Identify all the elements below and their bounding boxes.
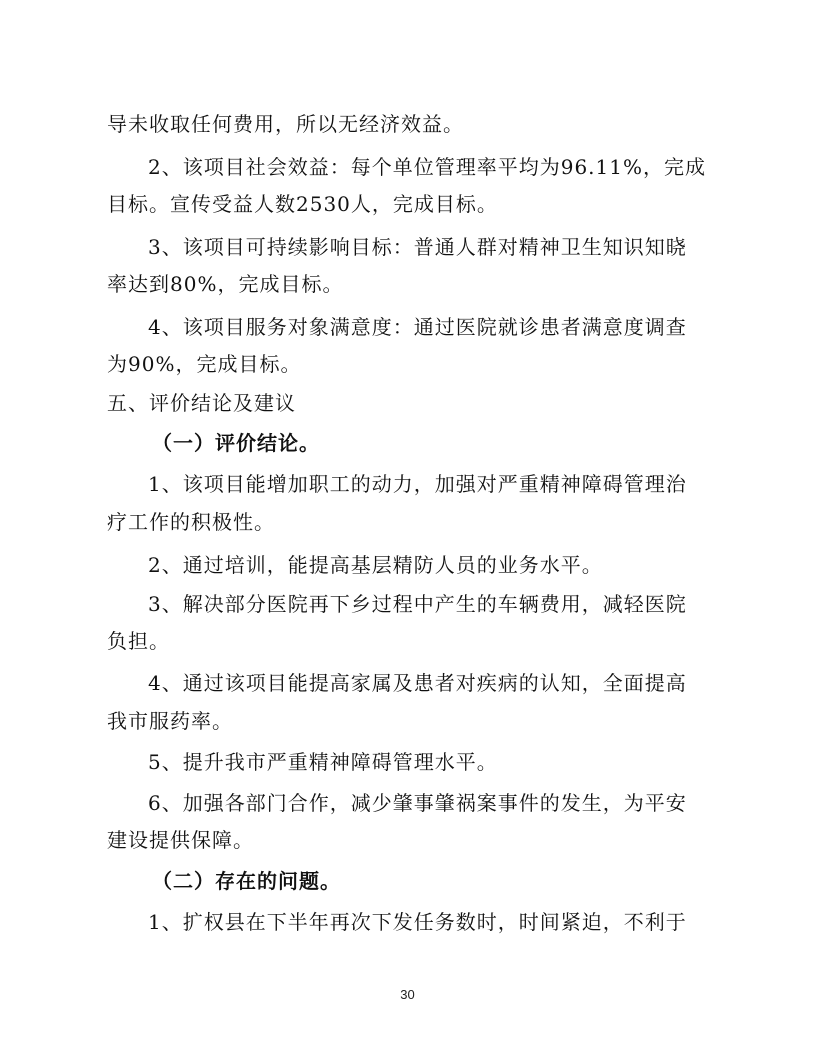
paragraph-line: 2、该项目社会效益：每个单位管理率平均为96.11%，完成: [148, 155, 706, 179]
paragraph-line: 负担。: [107, 629, 170, 653]
paragraph-line: 5、提升我市严重精神障碍管理水平。: [148, 750, 498, 774]
paragraph-line: 6、加强各部门合作，减少肇事肇祸案事件的发生，为平安: [148, 791, 687, 815]
paragraph-line: 4、通过该项目能提高家属及患者对疾病的认知，全面提高: [148, 671, 687, 695]
paragraph-line: 1、该项目能增加职工的动力，加强对严重精神障碍管理治: [148, 472, 687, 496]
paragraph-line: 建设提供保障。: [107, 828, 254, 852]
paragraph-line: 率达到80%，完成目标。: [107, 272, 344, 296]
page-number: 30: [400, 987, 415, 1002]
paragraph-line: 2、通过培训，能提高基层精防人员的业务水平。: [148, 553, 603, 577]
paragraph-line: 4、该项目服务对象满意度：通过医院就诊患者满意度调查: [148, 315, 687, 339]
paragraph-line: 3、解决部分医院再下乡过程中产生的车辆费用，减轻医院: [148, 592, 687, 616]
paragraph-line: 为90%，完成目标。: [107, 352, 302, 376]
paragraph-line: 导未收取任何费用，所以无经济效益。: [107, 112, 464, 136]
paragraph-line: 1、扩权县在下半年再次下发任务数时，时间紧迫，不利于: [148, 910, 687, 934]
section-heading: 五、评价结论及建议: [107, 391, 296, 415]
paragraph-line: 我市服药率。: [107, 709, 233, 733]
paragraph-line: 3、该项目可持续影响目标：普通人群对精神卫生知识知晓: [148, 235, 687, 259]
subsection-heading: （二）存在的问题。: [152, 869, 341, 893]
subsection-heading: （一）评价结论。: [152, 431, 320, 455]
paragraph-line: 疗工作的积极性。: [107, 510, 275, 534]
paragraph-line: 目标。宣传受益人数2530人，完成目标。: [107, 192, 498, 216]
